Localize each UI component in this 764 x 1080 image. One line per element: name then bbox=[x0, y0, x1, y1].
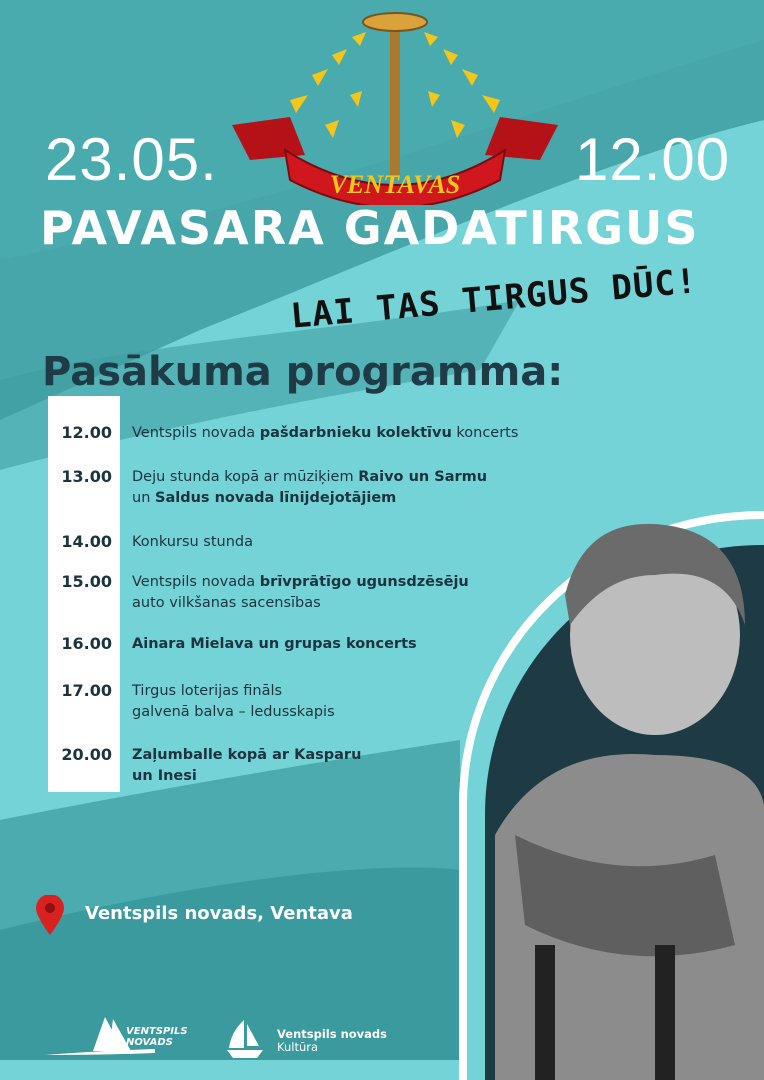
program-item bbox=[48, 423, 518, 444]
performer-photo bbox=[455, 505, 764, 1080]
event-title: PAVASARA GADATIRGUS bbox=[40, 201, 700, 255]
boat-icon bbox=[225, 1018, 265, 1058]
description-segment: koncerts bbox=[451, 425, 519, 441]
description-segment: galvenā balva – ledusskapis bbox=[132, 704, 335, 720]
description-line bbox=[132, 532, 253, 553]
program-heading: Pasākuma programma: bbox=[42, 349, 564, 395]
program-item bbox=[48, 681, 335, 723]
description-segment: Deju stunda kopā ar mūziķiem bbox=[132, 469, 359, 485]
ventavas-logo bbox=[230, 5, 560, 205]
description-line bbox=[132, 423, 518, 444]
logo2-subtitle: Kultūra bbox=[277, 1040, 319, 1054]
description-line bbox=[132, 702, 335, 723]
logo-line-1: VENTSPILS bbox=[126, 1026, 188, 1037]
description-segment: Ventspils novada bbox=[132, 425, 260, 441]
program-description bbox=[132, 467, 487, 509]
description-line bbox=[132, 488, 487, 509]
program-description bbox=[132, 745, 361, 787]
description-segment: Raivo un Sarmu bbox=[358, 469, 488, 485]
description-segment: un bbox=[132, 490, 155, 506]
logo-line-2: NOVADS bbox=[126, 1037, 173, 1048]
program-item bbox=[48, 467, 487, 509]
program-time: 14.00 bbox=[61, 532, 112, 551]
program-description bbox=[132, 634, 417, 655]
description-segment: Zaļumballe kopā ar Kasparu bbox=[132, 747, 362, 763]
description-line bbox=[132, 572, 469, 593]
ventspils-novads-logo bbox=[126, 1026, 188, 1048]
description-segment: Tirgus loterijas fināls bbox=[132, 683, 283, 699]
event-time: 12.00 bbox=[575, 126, 731, 193]
description-segment: Saldus novada līnijdejotājiem bbox=[155, 490, 397, 506]
program-item bbox=[48, 572, 469, 614]
program-time: 17.00 bbox=[61, 681, 112, 700]
program-time: 16.00 bbox=[61, 634, 112, 653]
program-time: 20.00 bbox=[61, 745, 112, 764]
description-line bbox=[132, 745, 361, 766]
location-text: Ventspils novads, Ventava bbox=[85, 903, 353, 924]
description-line bbox=[132, 634, 417, 655]
slogan: LAI TAS TIRGUS DŪC! bbox=[289, 261, 699, 337]
description-segment: Ventspils novada bbox=[132, 574, 260, 590]
description-line bbox=[132, 766, 361, 787]
event-date: 23.05. bbox=[45, 126, 218, 193]
description-segment: pašdarbnieku kolektīvu bbox=[259, 425, 452, 441]
program-time: 15.00 bbox=[61, 572, 112, 591]
program-time: 13.00 bbox=[61, 467, 112, 486]
description-line bbox=[132, 593, 469, 614]
description-line bbox=[132, 467, 487, 488]
program-item bbox=[48, 745, 361, 787]
description-line bbox=[132, 681, 335, 702]
program-description bbox=[132, 532, 253, 553]
program-description bbox=[132, 572, 469, 614]
description-segment: un Inesi bbox=[132, 768, 197, 784]
kultura-logo bbox=[277, 1028, 387, 1054]
program-time: 12.00 bbox=[61, 423, 112, 442]
program-description bbox=[132, 681, 335, 723]
map-pin-icon bbox=[36, 895, 64, 935]
logo-text: VENTAVAS bbox=[329, 170, 461, 199]
program-item bbox=[48, 634, 417, 655]
description-segment: Konkursu stunda bbox=[132, 534, 254, 550]
description-segment: brīvprātīgo ugunsdzēsēju bbox=[259, 574, 469, 590]
description-segment: auto vilkšanas sacensības bbox=[132, 595, 321, 611]
logo2-title: Ventspils novads bbox=[277, 1027, 387, 1041]
program-description bbox=[132, 423, 518, 444]
description-segment: Ainara Mielava un grupas koncerts bbox=[132, 636, 417, 652]
program-item bbox=[48, 532, 253, 553]
